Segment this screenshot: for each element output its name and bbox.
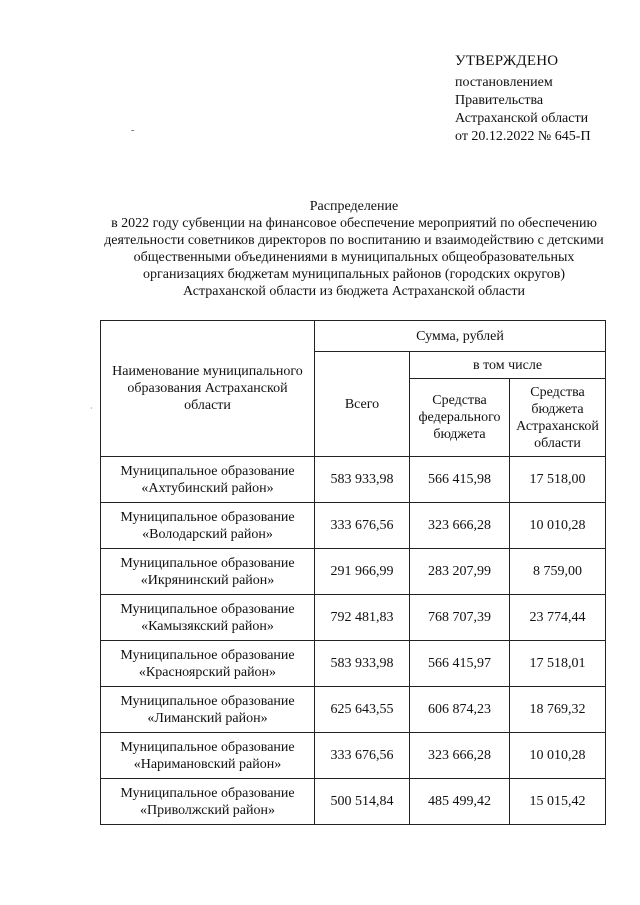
regional-cell: 10 010,28 (510, 503, 606, 549)
title-body: в 2022 году субвенции на финансовое обеспечение мероприятий по обеспечению деятельности советников директоров по воспитанию и взаимодействию с детскими общественными объединениями в муниципальных общеобразовательных организациях бюджетам муниципальных районов (городских округов) Астраханской области из бюджета Астраханской области (104, 216, 604, 299)
header-regional: Средства бюджета Астраханской области (510, 379, 606, 457)
distribution-table (100, 320, 606, 825)
table-row (101, 503, 606, 549)
federal-cell: 485 499,42 (410, 779, 510, 825)
total-cell: 333 676,56 (315, 733, 410, 779)
federal-cell: 566 415,98 (410, 457, 510, 503)
header-federal: Средства федерального бюджета (410, 379, 510, 457)
header-total: Всего (315, 352, 410, 457)
header-municipality: Наименование муниципального образования Астраханской области (101, 321, 315, 457)
approval-line: от 20.12.2022 № 645-П (455, 129, 591, 144)
regional-cell: 23 774,44 (510, 595, 606, 641)
total-cell: 792 481,83 (315, 595, 410, 641)
total-cell: 291 966,99 (315, 549, 410, 595)
municipality-cell: Муниципальное образование «Красноярский район» (101, 641, 315, 687)
federal-cell: 283 207,99 (410, 549, 510, 595)
table-row (101, 549, 606, 595)
regional-cell: 15 015,42 (510, 779, 606, 825)
table-row (101, 779, 606, 825)
total-cell: 500 514,84 (315, 779, 410, 825)
table-row (101, 641, 606, 687)
total-cell: 583 933,98 (315, 457, 410, 503)
total-cell: 333 676,56 (315, 503, 410, 549)
municipality-cell: Муниципальное образование «Приволжский район» (101, 779, 315, 825)
regional-cell: 17 518,00 (510, 457, 606, 503)
table-row (101, 595, 606, 641)
total-cell: 625 643,55 (315, 687, 410, 733)
municipality-cell: Муниципальное образование «Камызякский район» (101, 595, 315, 641)
regional-cell: 18 769,32 (510, 687, 606, 733)
title-heading: Распределение (309, 199, 399, 214)
table-row (101, 733, 606, 779)
federal-cell: 606 874,23 (410, 687, 510, 733)
table-row (101, 687, 606, 733)
federal-cell: 768 707,39 (410, 595, 510, 641)
table-row (101, 457, 606, 503)
header-including: в том числе (410, 352, 606, 379)
regional-cell: 17 518,01 (510, 641, 606, 687)
federal-cell: 323 666,28 (410, 733, 510, 779)
header-sum: Сумма, рублей (315, 321, 606, 352)
scan-mark: - (131, 125, 135, 136)
federal-cell: 323 666,28 (410, 503, 510, 549)
approval-line: Правительства (455, 93, 544, 108)
municipality-cell: Муниципальное образование «Ахтубинский район» (101, 457, 315, 503)
municipality-cell: Муниципальное образование «Володарский район» (101, 503, 315, 549)
scan-mark: · (90, 404, 93, 413)
approval-line: постановлением (455, 75, 553, 90)
regional-cell: 8 759,00 (510, 549, 606, 595)
total-cell: 583 933,98 (315, 641, 410, 687)
federal-cell: 566 415,97 (410, 641, 510, 687)
regional-cell: 10 010,28 (510, 733, 606, 779)
municipality-cell: Муниципальное образование «Наримановский район» (101, 733, 315, 779)
approval-heading: УТВЕРЖДЕНО (455, 53, 559, 69)
municipality-cell: Муниципальное образование «Лиманский район» (101, 687, 315, 733)
municipality-cell: Муниципальное образование «Икрянинский район» (101, 549, 315, 595)
approval-line: Астраханской области (455, 111, 589, 126)
document-title (104, 198, 604, 300)
approval-stamp (455, 52, 635, 146)
